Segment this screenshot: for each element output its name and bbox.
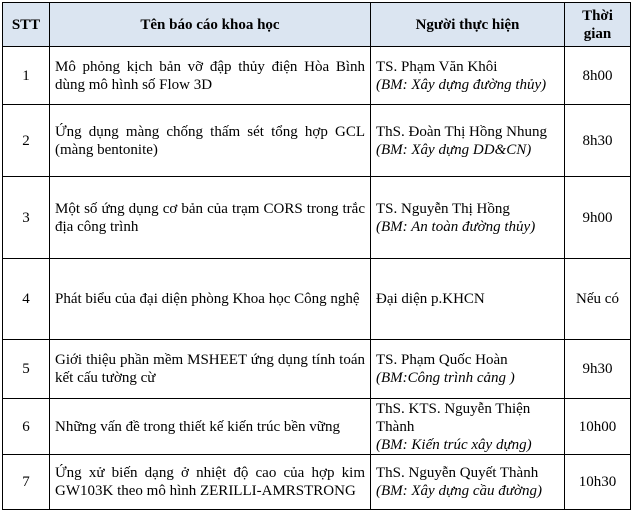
presenter-dept: (BM:Công trình cảng ) [376,370,515,386]
presenter-cell [371,47,565,105]
row-time: Nếu có [565,259,631,340]
presenter-dept: (BM: An toàn đường thủy) [376,218,536,235]
header-title: Tên báo cáo khoa học [50,3,371,47]
table-row [3,455,631,510]
presenter-name: TS. Phạm Quốc Hoàn [376,352,508,368]
presenter-dept: (BM: Xây dựng đường thủy) [376,76,547,93]
row-stt: 7 [3,455,50,510]
presenter-dept: (BM: Xây dựng DD&CN) [376,141,532,158]
report-title: Ứng xử biến dạng ở nhiệt độ cao của hợp kim GW103K theo mô hình ZERILLI-AMRSTRONG [50,455,371,510]
row-time: 8h30 [565,105,631,177]
presenter-cell [371,340,565,399]
presenter-cell [371,177,565,259]
row-stt: 5 [3,340,50,399]
row-time: 9h30 [565,340,631,399]
row-stt: 1 [3,47,50,105]
presenter-dept: (BM: Kiến trúc xây dựng) [376,436,532,453]
presenter-name: ThS. Nguyễn Quyết Thành [376,465,539,481]
presenter-dept: (BM: Xây dựng cầu đường) [376,483,542,499]
row-stt: 6 [3,399,50,455]
presenter-cell [371,259,565,340]
presenter-name: Đại diện p.KHCN [376,291,485,307]
presenter-cell [371,399,565,455]
presenter-name: TS. Nguyễn Thị Hồng [376,200,510,217]
report-title: Những vấn đề trong thiết kế kiến trúc bền vững [50,399,371,455]
report-title: Giới thiệu phần mềm MSHEET ứng dụng tính toán kết cấu tường cừ [50,340,371,399]
table-row [3,47,631,105]
table-row [3,399,631,455]
header-time: Thời gian [565,3,631,47]
row-stt: 3 [3,177,50,259]
header-presenter: Người thực hiện [371,3,565,47]
presenter-cell [371,105,565,177]
report-title: Một số ứng dụng cơ bản của trạm CORS trong trắc địa công trình [50,177,371,259]
table-row [3,105,631,177]
report-title: Ứng dụng màng chống thấm sét tổng hợp GCL (màng bentonite) [50,105,371,177]
report-title: Phát biểu của đại diện phòng Khoa học Công nghệ [50,259,371,340]
header-stt: STT [3,3,50,47]
row-time: 10h00 [565,399,631,455]
row-stt: 2 [3,105,50,177]
row-time: 9h00 [565,177,631,259]
header-row [3,3,631,47]
row-time: 10h30 [565,455,631,510]
table-row [3,340,631,399]
table-row [3,177,631,259]
report-title: Mô phỏng kịch bản vỡ đập thủy điện Hòa Bình dùng mô hình số Flow 3D [50,47,371,105]
presenter-name: TS. Phạm Văn Khôi [376,58,498,75]
presenter-cell [371,455,565,510]
presenter-name: ThS. KTS. Nguyễn Thiện Thành [376,400,531,435]
schedule-table [2,2,631,510]
table-row [3,259,631,340]
row-stt: 4 [3,259,50,340]
row-time: 8h00 [565,47,631,105]
presenter-name: ThS. Đoàn Thị Hồng Nhung [376,123,547,140]
